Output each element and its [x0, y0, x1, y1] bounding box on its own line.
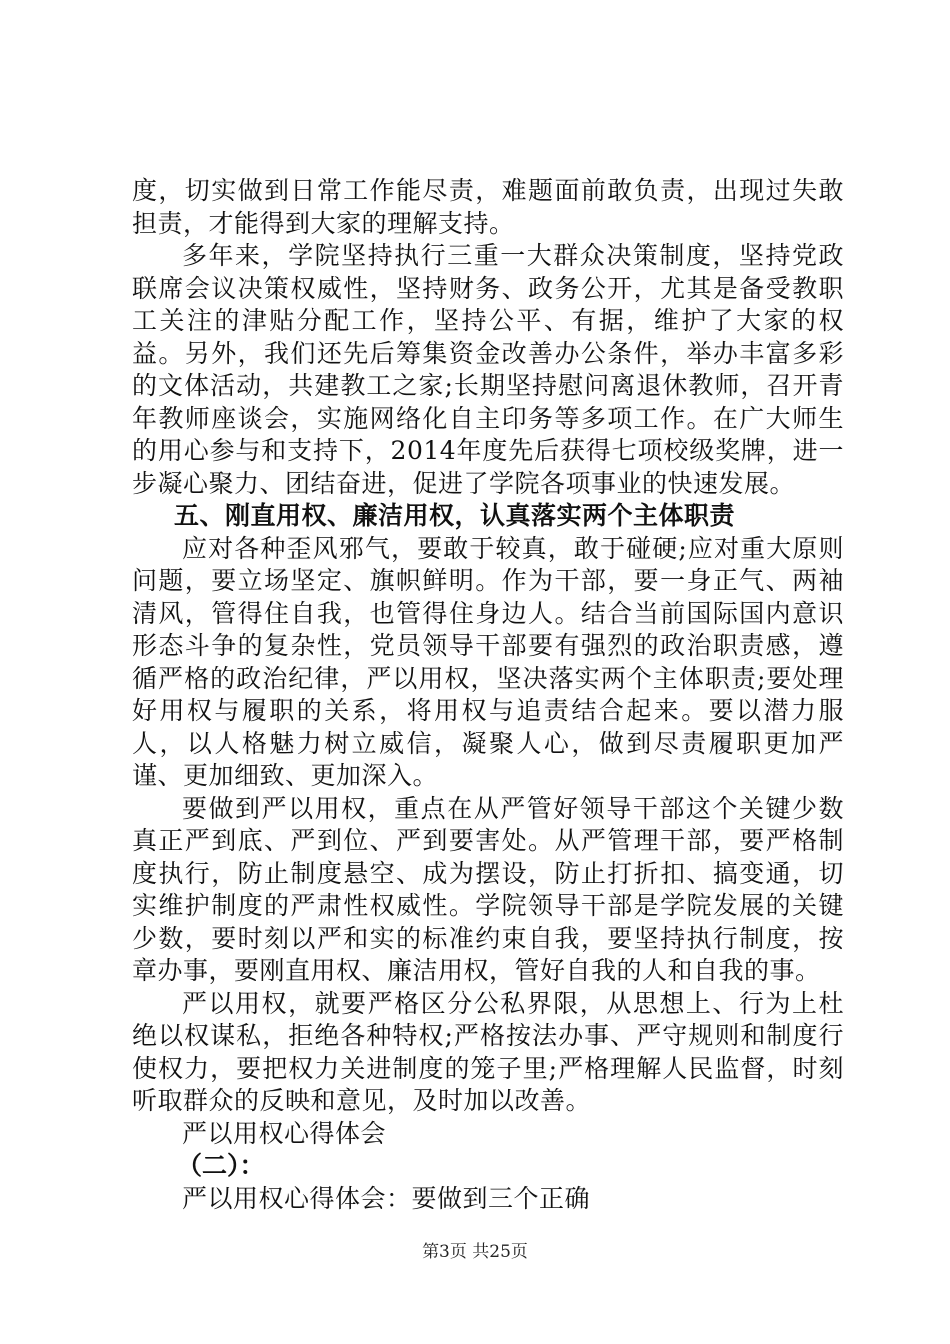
- section-label-two: （二）：: [177, 1151, 265, 1180]
- paragraph-continuation: 度，切实做到日常工作能尽责，难题面前敢负责，出现过失敢担责，才能得到大家的理解支持。: [132, 176, 844, 238]
- document-body: [132, 175, 844, 1215]
- essay-subtitle-line: 严以用权心得体会：要做到三个正确: [182, 1183, 591, 1213]
- paragraph-strict-management: 要做到严以用权，重点在从严管好领导干部这个关键少数真正严到底、严到位、严到要害处。从严管理干部，要严格制度执行，防止制度悬空、成为摆设，防止打折扣、搞变通，切实维护制度的严肃性权威性。学院领导干部是学院发展的关键少数，要时刻以严和实的标准约束自我，要坚持执行制度，按章办事，要刚直用权、廉洁用权，管好自我的人和自我的事。: [132, 793, 844, 985]
- essay-title-line: 严以用权心得体会: [182, 1118, 387, 1148]
- page-footer: 第3页 共25页: [422, 1242, 528, 1262]
- section-heading-five: 五、刚直用权、廉洁用权，认真落实两个主体职责: [174, 501, 736, 530]
- paragraph-integrity: 应对各种歪风邪气，要敢于较真，敢于碰硬;应对重大原则问题，要立场坚定、旗帜鲜明。作为干部，要一身正气、两袖清风，管得住自我，也管得住身边人。结合当前国际国内意识形态斗争的复杂性，党员领导干部要有强烈的政治职责感，遵循严格的政治纪律，严以用权，坚决落实两个主体职责;要处理好用权与履职的关系，将用权与追责结合起来。要以潜力服人，以人格魅力树立威信，凝聚人心，做到尽责履职更加严谨、更加细致、更加深入。: [132, 533, 844, 790]
- paragraph-democratic-decision: 多年来，学院坚持执行三重一大群众决策制度，坚持党政联席会议决策权威性，坚持财务、政务公开，尤其是备受教职工关注的津贴分配工作，坚持公平、有据，维护了大家的权益。另外，我们还先后筹集资金改善办公条件，举办丰富多彩的文体活动，共建教工之家;长期坚持慰问离退休教师，召开青年教师座谈会，实施网络化自主印务等多项工作。在广大师生的用心参与和支持下，2014年度先后获得七项校级奖牌，进一步凝心聚力、团结奋进，促进了学院各项事业的快速发展。: [132, 241, 844, 498]
- paragraph-public-private: 严以用权，就要严格区分公私界限，从思想上、行为上杜绝以权谋私，拒绝各种特权;严格按法办事、严守规则和制度行使权力，要把权力关进制度的笼子里;严格理解人民监督，时刻听取群众的反映和意见，及时加以改善。: [132, 988, 844, 1115]
